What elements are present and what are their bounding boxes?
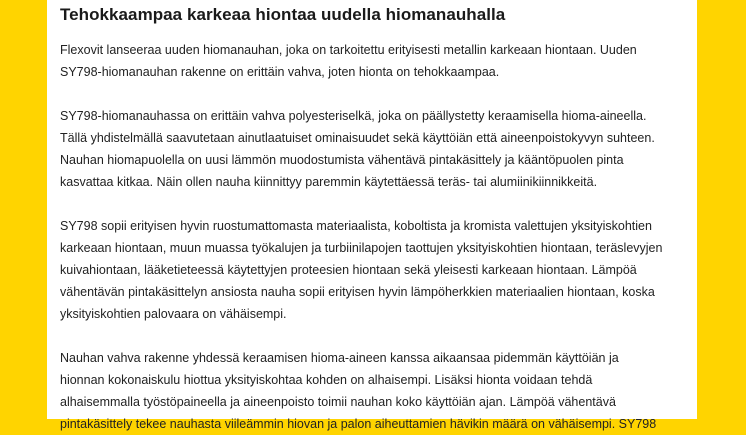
article xyxy=(60,0,690,435)
paragraph-line: SY798-hiomanauhan rakenne on erittäin vahva, joten hionta on tehokkaampaa. xyxy=(60,65,500,79)
paragraph-line: Tällä yhdistelmällä saavutetaan ainutlaatuiset ominaisuudet sekä käyttöiän että aineenpoistokyvyn suhteen. xyxy=(60,131,655,145)
paragraph-construction xyxy=(60,105,690,193)
paragraph-line: kuivahiontaan, lääketieteessä käytettyjen proteesien hiontaan sekä yleisesti karkeaan hiontaan. Lämpöä xyxy=(60,263,637,277)
paragraph-line: Nauhan hiomapuolella on uusi lämmön muodostumista vähentävä pintakäsittely ja kääntöpuolen pinta xyxy=(60,153,624,167)
paragraph-line: SY798-hiomanauhassa on erittäin vahva polyesteriselkä, joka on päällystetty keraamisella hioma-aineella. xyxy=(60,109,647,123)
article-title: Tehokkaampaa karkeaa hiontaa uudella hiomanauhalla xyxy=(60,5,506,24)
paragraph-line: yksityiskohtien palovaara on vähäisempi. xyxy=(60,307,287,321)
paragraph-intro xyxy=(60,39,690,83)
paragraph-line: Flexovit lanseeraa uuden hiomanauhan, joka on tarkoitettu erityisesti metallin karkeaan hiontaan. Uuden xyxy=(60,43,637,57)
paragraph-line: SY798 sopii erityisen hyvin ruostumattomasta materiaalista, koboltista ja kromista valettujen yksityiskohtien xyxy=(60,219,652,233)
paragraph-line: hionnan kokonaiskulu hiottua yksityiskohtaa kohden on alhaisempi. Lisäksi hionta voidaan tehdä xyxy=(60,373,593,387)
paragraph-applications xyxy=(60,215,690,325)
paragraph-line: alhaisemmalla työstöpaineella ja aineenpoisto toimii nauhan koko käyttöiän ajan. Lämpöä vähentävä xyxy=(60,395,616,409)
paragraph-line: vähentävän pintakäsittelyn ansiosta nauha sopii erityisen hyvin lämpöherkkien materiaalien hiontaan, koska xyxy=(60,285,655,299)
paragraph-line: Nauhan vahva rakenne yhdessä keraamisen hioma-aineen kanssa aikaansaa pidemmän käyttöiän ja xyxy=(60,351,619,365)
paragraph-line: kasvattaa kitkaa. Näin ollen nauha kiinnittyy paremmin käytettäessä teräs- tai alumiinikiinnikkeitä. xyxy=(60,175,598,189)
paragraph-line: pintakäsittely tekee nauhasta viileämmin hiovan ja palon aiheuttamien hävikin määrä on vähäisempi. SY798 xyxy=(60,417,657,431)
document-page xyxy=(47,0,697,431)
paragraph-line: karkeaan hiontaan, muun muassa työkalujen ja turbiinilapojen taottujen yksityiskohtien hiontaan, teräslevyjen xyxy=(60,241,663,255)
paragraph-benefits xyxy=(60,347,690,435)
